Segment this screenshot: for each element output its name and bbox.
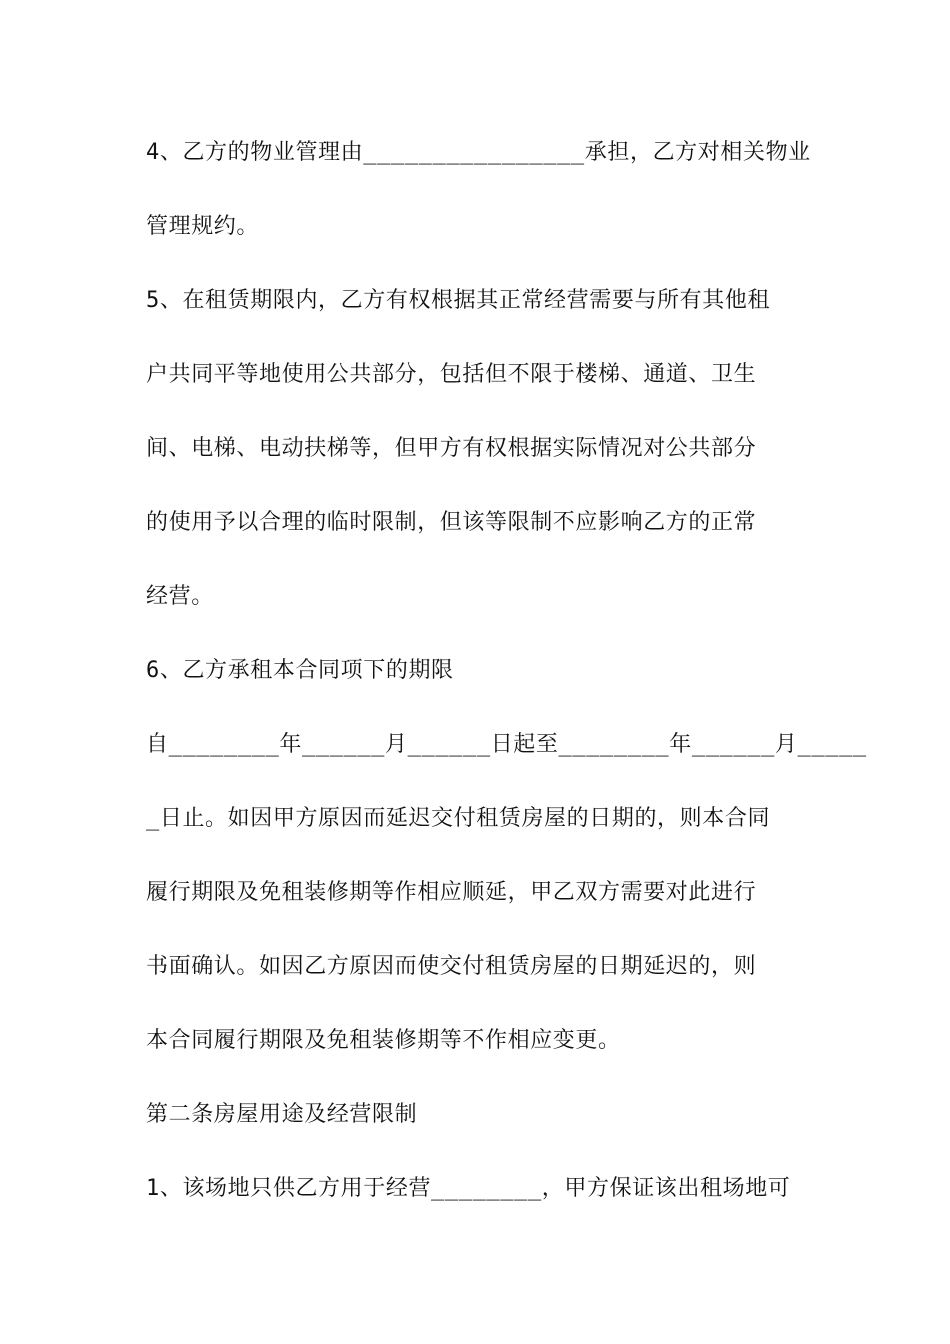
- clause-5-line-1: 5、在租赁期限内，乙方有权根据其正常经营需要与所有其他租: [146, 288, 771, 313]
- clause-5-line-4: 的使用予以合理的临时限制，但该等限制不应影响乙方的正常: [146, 510, 757, 535]
- clause-6-line-4: 书面确认。如因乙方原因而使交付租赁房屋的日期延迟的，则: [146, 954, 757, 979]
- clause-5-line-3: 间、电梯、电动扶梯等，但甲方有权根据实际情况对公共部分: [146, 436, 757, 461]
- clause-4-line-1: 4、乙方的物业管理由________________承担，乙方对相关物业: [146, 140, 811, 165]
- clause-6-line-3: 履行期限及免租装修期等作相应顺延，甲乙双方需要对此进行: [146, 880, 757, 905]
- clause-5-line-2: 户共同平等地使用公共部分，包括但不限于楼梯、通道、卫生: [146, 362, 757, 387]
- clause-6-line-2: _日止。如因甲方原因而延迟交付租赁房屋的日期的，则本合同: [146, 806, 771, 831]
- document-page: [146, 0, 867, 1344]
- clause-6-line-1: 自________年______月______日起至________年______月_____: [146, 732, 867, 757]
- clause-5-line-5: 经营。: [146, 584, 214, 609]
- article-2-clause-1-line-1: 1、该场地只供乙方用于经营________，甲方保证该出租场地可: [146, 1176, 791, 1201]
- clause-6-heading: 6、乙方承租本合同项下的期限: [146, 658, 454, 683]
- clause-4-line-2: 管理规约。: [146, 214, 260, 239]
- article-2-heading: 第二条房屋用途及经营限制: [146, 1102, 418, 1127]
- clause-6-line-5: 本合同履行期限及免租装修期等不作相应变更。: [146, 1028, 621, 1053]
